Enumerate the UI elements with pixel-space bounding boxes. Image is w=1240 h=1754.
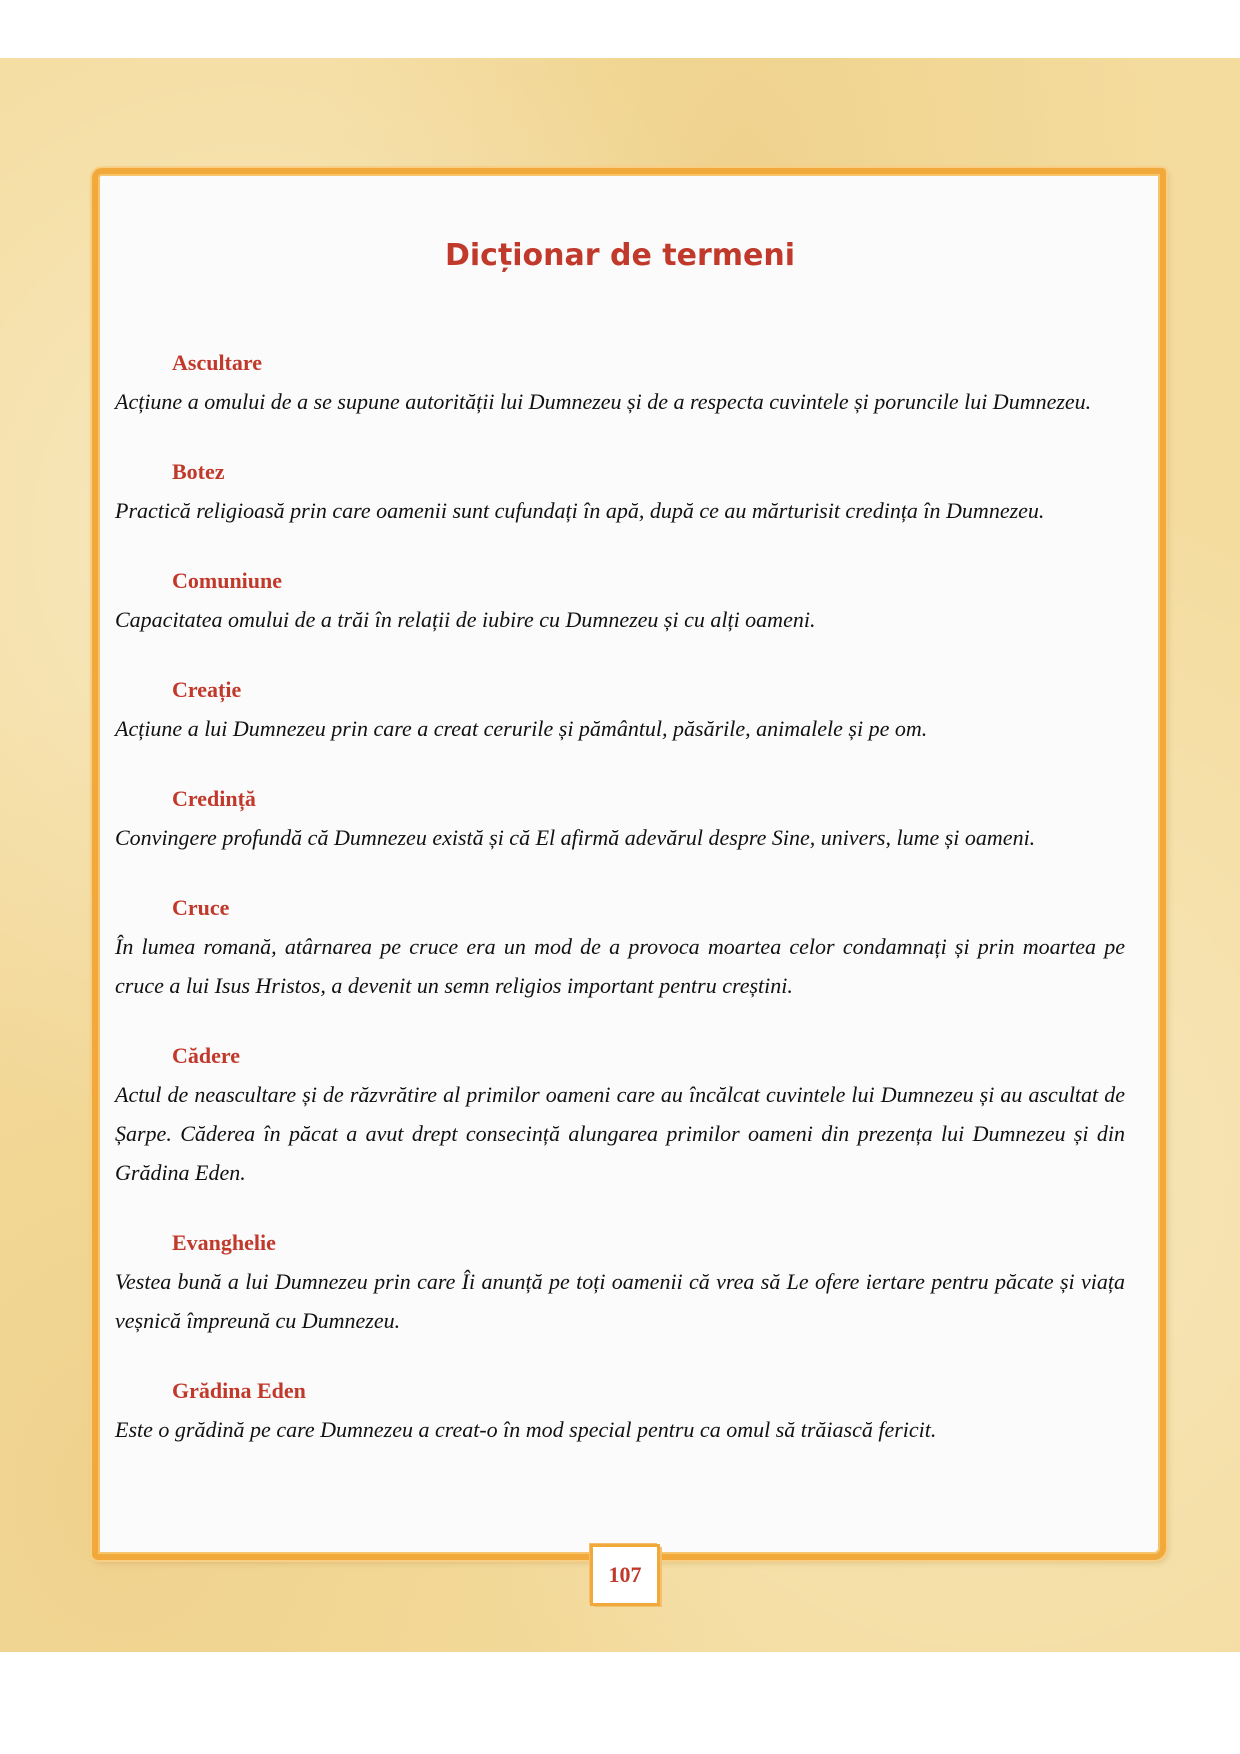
glossary-term: Creație	[172, 677, 242, 702]
glossary-definition: Actul de neascultare și de răzvrătire al primilor oameni care au încălcat cuvintele lui Dumnezeu și au ascultat de Șarpe. Căderea în păcat a avut drept consecință alungarea primilor oameni din prezența lui Dumnezeu și din Grădina Eden.	[115, 1082, 1125, 1185]
glossary-definition: Capacitatea omului de a trăi în relații de iubire cu Dumnezeu și cu alți oameni.	[115, 607, 816, 632]
glossary-term: Credință	[172, 786, 256, 811]
glossary-entry	[115, 562, 1125, 639]
page-number: 107	[608, 1562, 642, 1587]
glossary-term: Ascultare	[172, 350, 263, 375]
glossary-term: Evanghelie	[172, 1230, 276, 1255]
page-title: Dicționar de termeni	[444, 238, 796, 273]
glossary-definition: Vestea bună a lui Dumnezeu prin care Îi anunță pe toți oamenii că vrea să Le ofere iertare pentru păcate și viața veșnică împreună cu Dumnezeu.	[115, 1269, 1125, 1333]
glossary-term: Comuniune	[172, 568, 283, 593]
glossary-entry	[115, 780, 1125, 857]
glossary-term: Botez	[172, 459, 225, 484]
glossary-definition: Acțiune a lui Dumnezeu prin care a creat cerurile și pământul, păsările, animalele și pe om.	[115, 716, 928, 741]
glossary-entry	[115, 889, 1125, 1005]
page-number-box	[590, 1544, 660, 1606]
glossary-entry	[115, 671, 1125, 748]
glossary-list	[115, 344, 1125, 1481]
glossary-term: Cruce	[172, 895, 230, 920]
glossary-entry	[115, 453, 1125, 530]
glossary-entry	[115, 1037, 1125, 1192]
glossary-definition: Acțiune a omului de a se supune autorității lui Dumnezeu și de a respecta cuvintele și poruncile lui Dumnezeu.	[115, 389, 1092, 414]
glossary-definition: Practică religioasă prin care oamenii sunt cufundați în apă, după ce au mărturisit credința în Dumnezeu.	[115, 498, 1045, 523]
glossary-definition: Este o grădină pe care Dumnezeu a creat-o în mod special pentru ca omul să trăiască fericit.	[115, 1417, 937, 1442]
glossary-entry	[115, 1224, 1125, 1340]
glossary-definition: Convingere profundă că Dumnezeu există și că El afirmă adevărul despre Sine, univers, lume și oameni.	[115, 825, 1036, 850]
glossary-entry	[115, 1372, 1125, 1449]
glossary-term: Cădere	[172, 1043, 241, 1068]
glossary-entry	[115, 344, 1125, 421]
glossary-definition: În lumea romană, atârnarea pe cruce era un mod de a provoca moartea celor condamnați și prin moartea pe cruce a lui Isus Hristos, a devenit un semn religios important pentru creștini.	[115, 934, 1125, 998]
glossary-term: Grădina Eden	[172, 1378, 306, 1403]
